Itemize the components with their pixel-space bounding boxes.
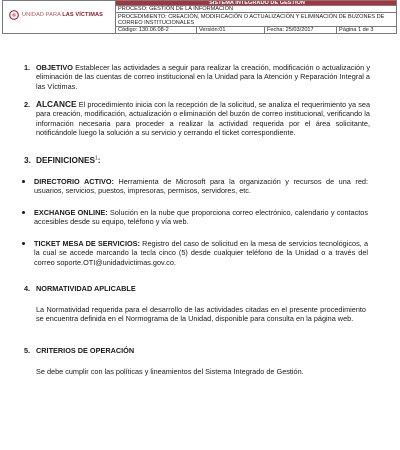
section-objetivo-content [36, 63, 370, 91]
section-number: 2. [24, 100, 31, 109]
header-page-number: Página 1 de 3 [336, 27, 374, 33]
section-title: CRITERIOS DE OPERACIÓN [36, 346, 135, 355]
header-date: Fecha: 25/03/2017 [264, 27, 314, 33]
section-title: DEFINICIONES [36, 155, 96, 165]
section-title: NORMATIVIDAD APLICABLE [36, 284, 136, 293]
header-version: Versión:01 [196, 27, 225, 33]
title-colon: : [97, 155, 101, 165]
definition-text: Solución en la nube que proporciona correo electrónico, calendario y contactos accesibles desde su equipo, teléfono y vía web. [34, 208, 368, 227]
bullet-icon [22, 180, 25, 183]
section-criterios-text: Se debe cumplir con las políticas y lineamientos del Sistema Integrado de Gestión. [36, 367, 304, 376]
definition-content [34, 208, 368, 227]
header-process: PROCESO: GESTIÓN DE LA INFORMACIÓN [116, 6, 396, 13]
document-header [2, 0, 397, 34]
unidad-victimas-logo-icon [9, 10, 19, 20]
section-title: ALCANCE [36, 99, 77, 109]
logo-cell [3, 1, 116, 33]
header-meta-row [116, 27, 396, 33]
definition-term: EXCHANGE ONLINE: [34, 208, 108, 217]
definition-content [34, 177, 368, 196]
header-code: Código: 130.06.08-2 [118, 27, 169, 33]
logo-suffix: LAS VÍCTIMAS [62, 12, 103, 18]
section-number: 5. [24, 346, 31, 355]
header-info [116, 1, 396, 33]
definition-term: DIRECTORIO ACTIVO: [34, 177, 114, 186]
bullet-icon [22, 211, 25, 214]
section-number: 1. [24, 63, 31, 72]
section-definiciones-content [36, 156, 370, 165]
section-title: OBJETIVO [36, 63, 73, 72]
section-text: El procedimiento inicia con la recepción de la solicitud, se analiza el requerimiento ya sea para creación, modificación, actualización o eliminación del buzón de correo institucional, verificando la información necesaria para proceder a realizar la actividad requerida por el área solicitante, notificándole luego la solución a su servicio y cerrando el ticket correspondiente. [36, 100, 371, 138]
section-alcance-content [36, 100, 370, 138]
section-normatividad-text: La Normatividad requerida para el desarrollo de las actividades citadas en el presente procedimiento se encuentra definida en el Normograma de la Unidad, disponible para consulta en la página web. [36, 305, 366, 324]
section-number: 3. [24, 155, 31, 165]
section-text: Establecer las actividades a seguir para realizar la creación, modificación o actualización y eliminación de las cuentas de correo institucional en la Unidad para la Atención y Reparación Integral a las Víctimas. [36, 63, 370, 91]
section-number: 4. [24, 284, 31, 293]
definition-term: TICKET MESA DE SERVICIOS: [34, 239, 140, 248]
definition-content [34, 239, 368, 267]
logo-prefix: UNIDAD PARA [22, 12, 61, 18]
header-procedure: PROCEDIMIENTO: CREACIÓN, MODIFICACIÓN O ACTUALIZACIÓN Y ELIMINACIÓN DE BUZONES DE CORREO INSTITUCIONALES [116, 13, 396, 27]
section-criterios-heading [36, 346, 370, 355]
section-normatividad-heading [36, 284, 370, 293]
logo-text [22, 12, 103, 18]
header-banner: SISTEMA INTEGRADO DE GESTIÓN [116, 1, 396, 6]
bullet-icon [22, 242, 25, 245]
definition-text: Herramienta de Microsoft para la organización y recursos de una red: usuarios, servicios, puestos, impresoras, permisos, servidores, etc. [34, 177, 368, 196]
definition-text: Registro del caso de solicitud en la mesa de servicios tecnológicos, a la cual se accede marcando la tecla cinco (5) desde cualquier teléfono de la Unidad o a través del correo soporte.OTI@unidadvictimas.gov.co. [34, 239, 369, 267]
footnote-marker[interactable]: 1 [95, 155, 98, 162]
